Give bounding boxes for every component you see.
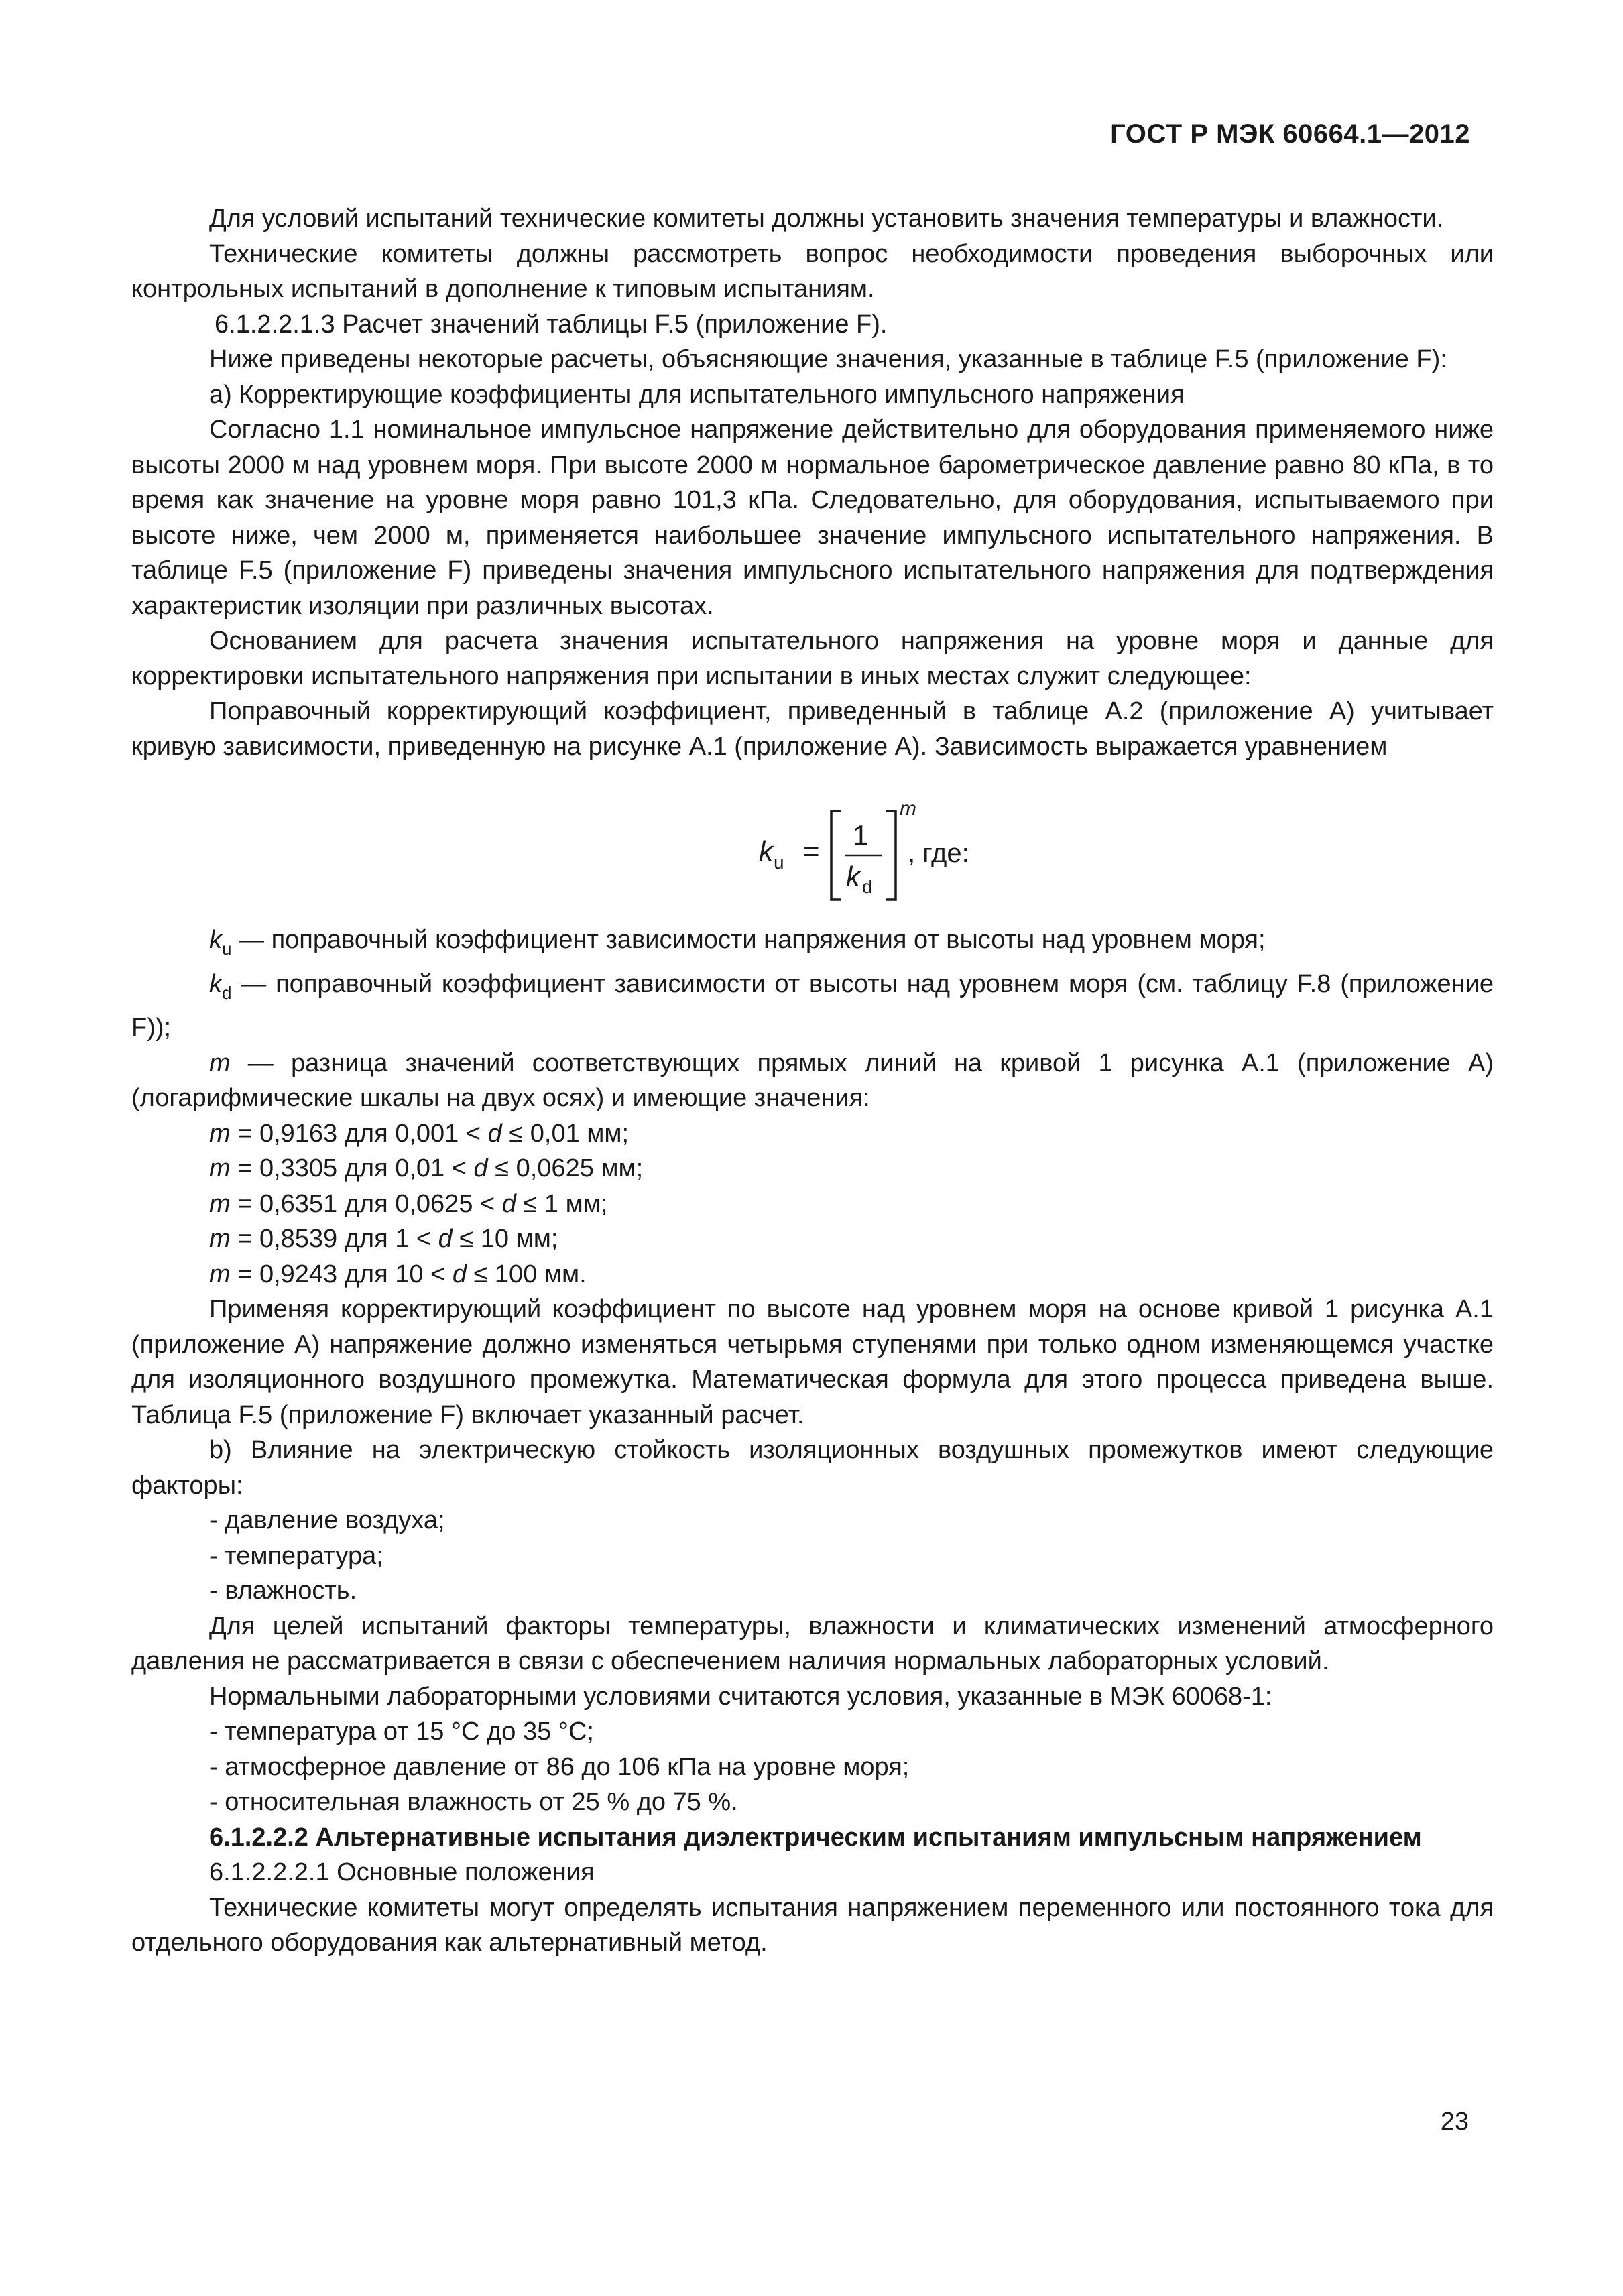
clause-heading: 6.1.2.2.1.3 Расчет значений таблицы F.5 (приложение F).	[215, 310, 888, 339]
m-value-line: m = 0,3305 для 0,01 < d ≤ 0,0625 мм;	[209, 1154, 644, 1183]
document-body	[131, 201, 1494, 1961]
formula-exponent: m	[900, 798, 916, 820]
m-value-line: m = 0,9163 для 0,001 < d ≤ 0,01 мм;	[209, 1119, 629, 1148]
m-value-line: m = 0,8539 для 1 < d ≤ 10 мм;	[209, 1225, 558, 1253]
paragraph: Технические комитеты могут определять испытания напряжением переменного или постоянного тока для отдельного оборудования как альтернативный метод.	[131, 1893, 1494, 1957]
formula-block	[131, 786, 1494, 913]
paragraph: Ниже приведены некоторые расчеты, объясняющие значения, указанные в таблице F.5 (приложение F):	[209, 345, 1447, 373]
m-value-line: m = 0,6351 для 0,0625 < d ≤ 1 мм;	[209, 1189, 608, 1218]
m-value-line: m = 0,9243 для 10 < d ≤ 100 мм.	[209, 1260, 587, 1288]
bullet-item: - относительная влажность от 25 % до 75 %.	[209, 1788, 738, 1816]
definition-kd: $k_d$ — поправочный коэффициент зависимости от высоты над уровнем моря (см. таблицу F.8 (приложение F));	[131, 969, 1494, 1042]
formula-suffix: , где:	[908, 839, 969, 868]
paragraph: Технические комитеты должны рассмотреть вопрос необходимости проведения выборочных или контрольных испытаний в дополнение к типовым испытаниям.	[131, 239, 1494, 303]
list-item-b: b) Влияние на электрическую стойкость изоляционных воздушных промежутков имеют следующие факторы:	[131, 1436, 1494, 1500]
paragraph: Применяя корректирующий коэффициент по высоте над уровнем моря на основе кривой 1 рисунка А.1 (приложение А) напряжение должно изменяться четырьмя ступенями при только одном изменяющемся участке для изоляционного воздушного промежутка. Математическая формула для этого процесса приведена выше. Таблица F.5 (приложение F) включает указанный расчет.	[131, 1295, 1494, 1429]
formula-lhs: k	[759, 835, 773, 867]
bullet-item: - влажность.	[209, 1577, 357, 1605]
paragraph: Нормальными лабораторными условиями считаются условия, указанные в МЭК 60068-1:	[209, 1682, 1272, 1711]
bullet-item: - атмосферное давление от 86 до 106 кПа на уровне моря;	[209, 1752, 910, 1781]
bullet-item: - температура;	[209, 1541, 383, 1570]
page-number: 23	[1440, 2108, 1469, 2136]
subsection-heading: 6.1.2.2.2.1 Основные положения	[209, 1858, 595, 1886]
formula-equation	[759, 786, 1040, 913]
paragraph: Поправочный корректирующий коэффициент, приведенный в таблице А.2 (приложение А) учитывает кривую зависимости, приведенную на рисунке А.1 (приложение А). Зависимость выражается уравнением	[131, 697, 1494, 761]
paragraph: Согласно 1.1 номинальное импульсное напряжение действительно для оборудования применяемого ниже высоты 2000 м над уровнем моря. При высоте 2000 м нормальное барометрическое давление равно 80 кПа, в то время как значение на уровне моря равно 101,3 кПа. Следовательно, для оборудования, испытываемого при высоте ниже, чем 2000 м, применяется наибольшее значение импульсного испытательного напряжения. В таблице F.5 (приложение F) приведены значения импульсного испытательного напряжения для подтверждения характеристик изоляции при различных высотах.	[131, 416, 1494, 620]
section-heading: 6.1.2.2.2 Альтернативные испытания диэлектрическим испытаниям импульсным напряжением	[209, 1823, 1422, 1852]
paragraph: Для условий испытаний технические комитеты должны установить значения температуры и влажности.	[209, 204, 1444, 233]
definition-ku: $k_u$ — поправочный коэффициент зависимости напряжения от высоты над уровнем моря;	[209, 926, 1266, 959]
formula-denominator-sub: d	[862, 876, 873, 897]
document-code-header: ГОСТ Р МЭК 60664.1—2012	[1110, 119, 1470, 149]
definition-m: m — разница значений соответствующих прямых линий на кривой 1 рисунка А.1 (приложение А) (логарифмические шкалы на двух осях) и имеющие значения:	[131, 1048, 1494, 1112]
paragraph: Для целей испытаний факторы температуры, влажности и климатических изменений атмосферного давления не рассматривается в связи с обеспечением наличия нормальных лабораторных условий.	[131, 1612, 1494, 1675]
formula-lhs-sub: u	[774, 852, 784, 873]
paragraph: Основанием для расчета значения испытательного напряжения на уровне моря и данные для корректировки испытательного напряжения при испытании в иных местах служит следующее:	[131, 627, 1494, 690]
formula-equals: =	[803, 835, 820, 867]
bullet-item: - давление воздуха;	[209, 1506, 445, 1534]
formula-numerator: 1	[853, 819, 869, 851]
formula-denominator: k	[846, 861, 860, 892]
bullet-item: - температура от 15 °С до 35 °С;	[209, 1717, 594, 1746]
list-item-a: а) Корректирующие коэффициенты для испытательного импульсного напряжения	[209, 380, 1185, 409]
